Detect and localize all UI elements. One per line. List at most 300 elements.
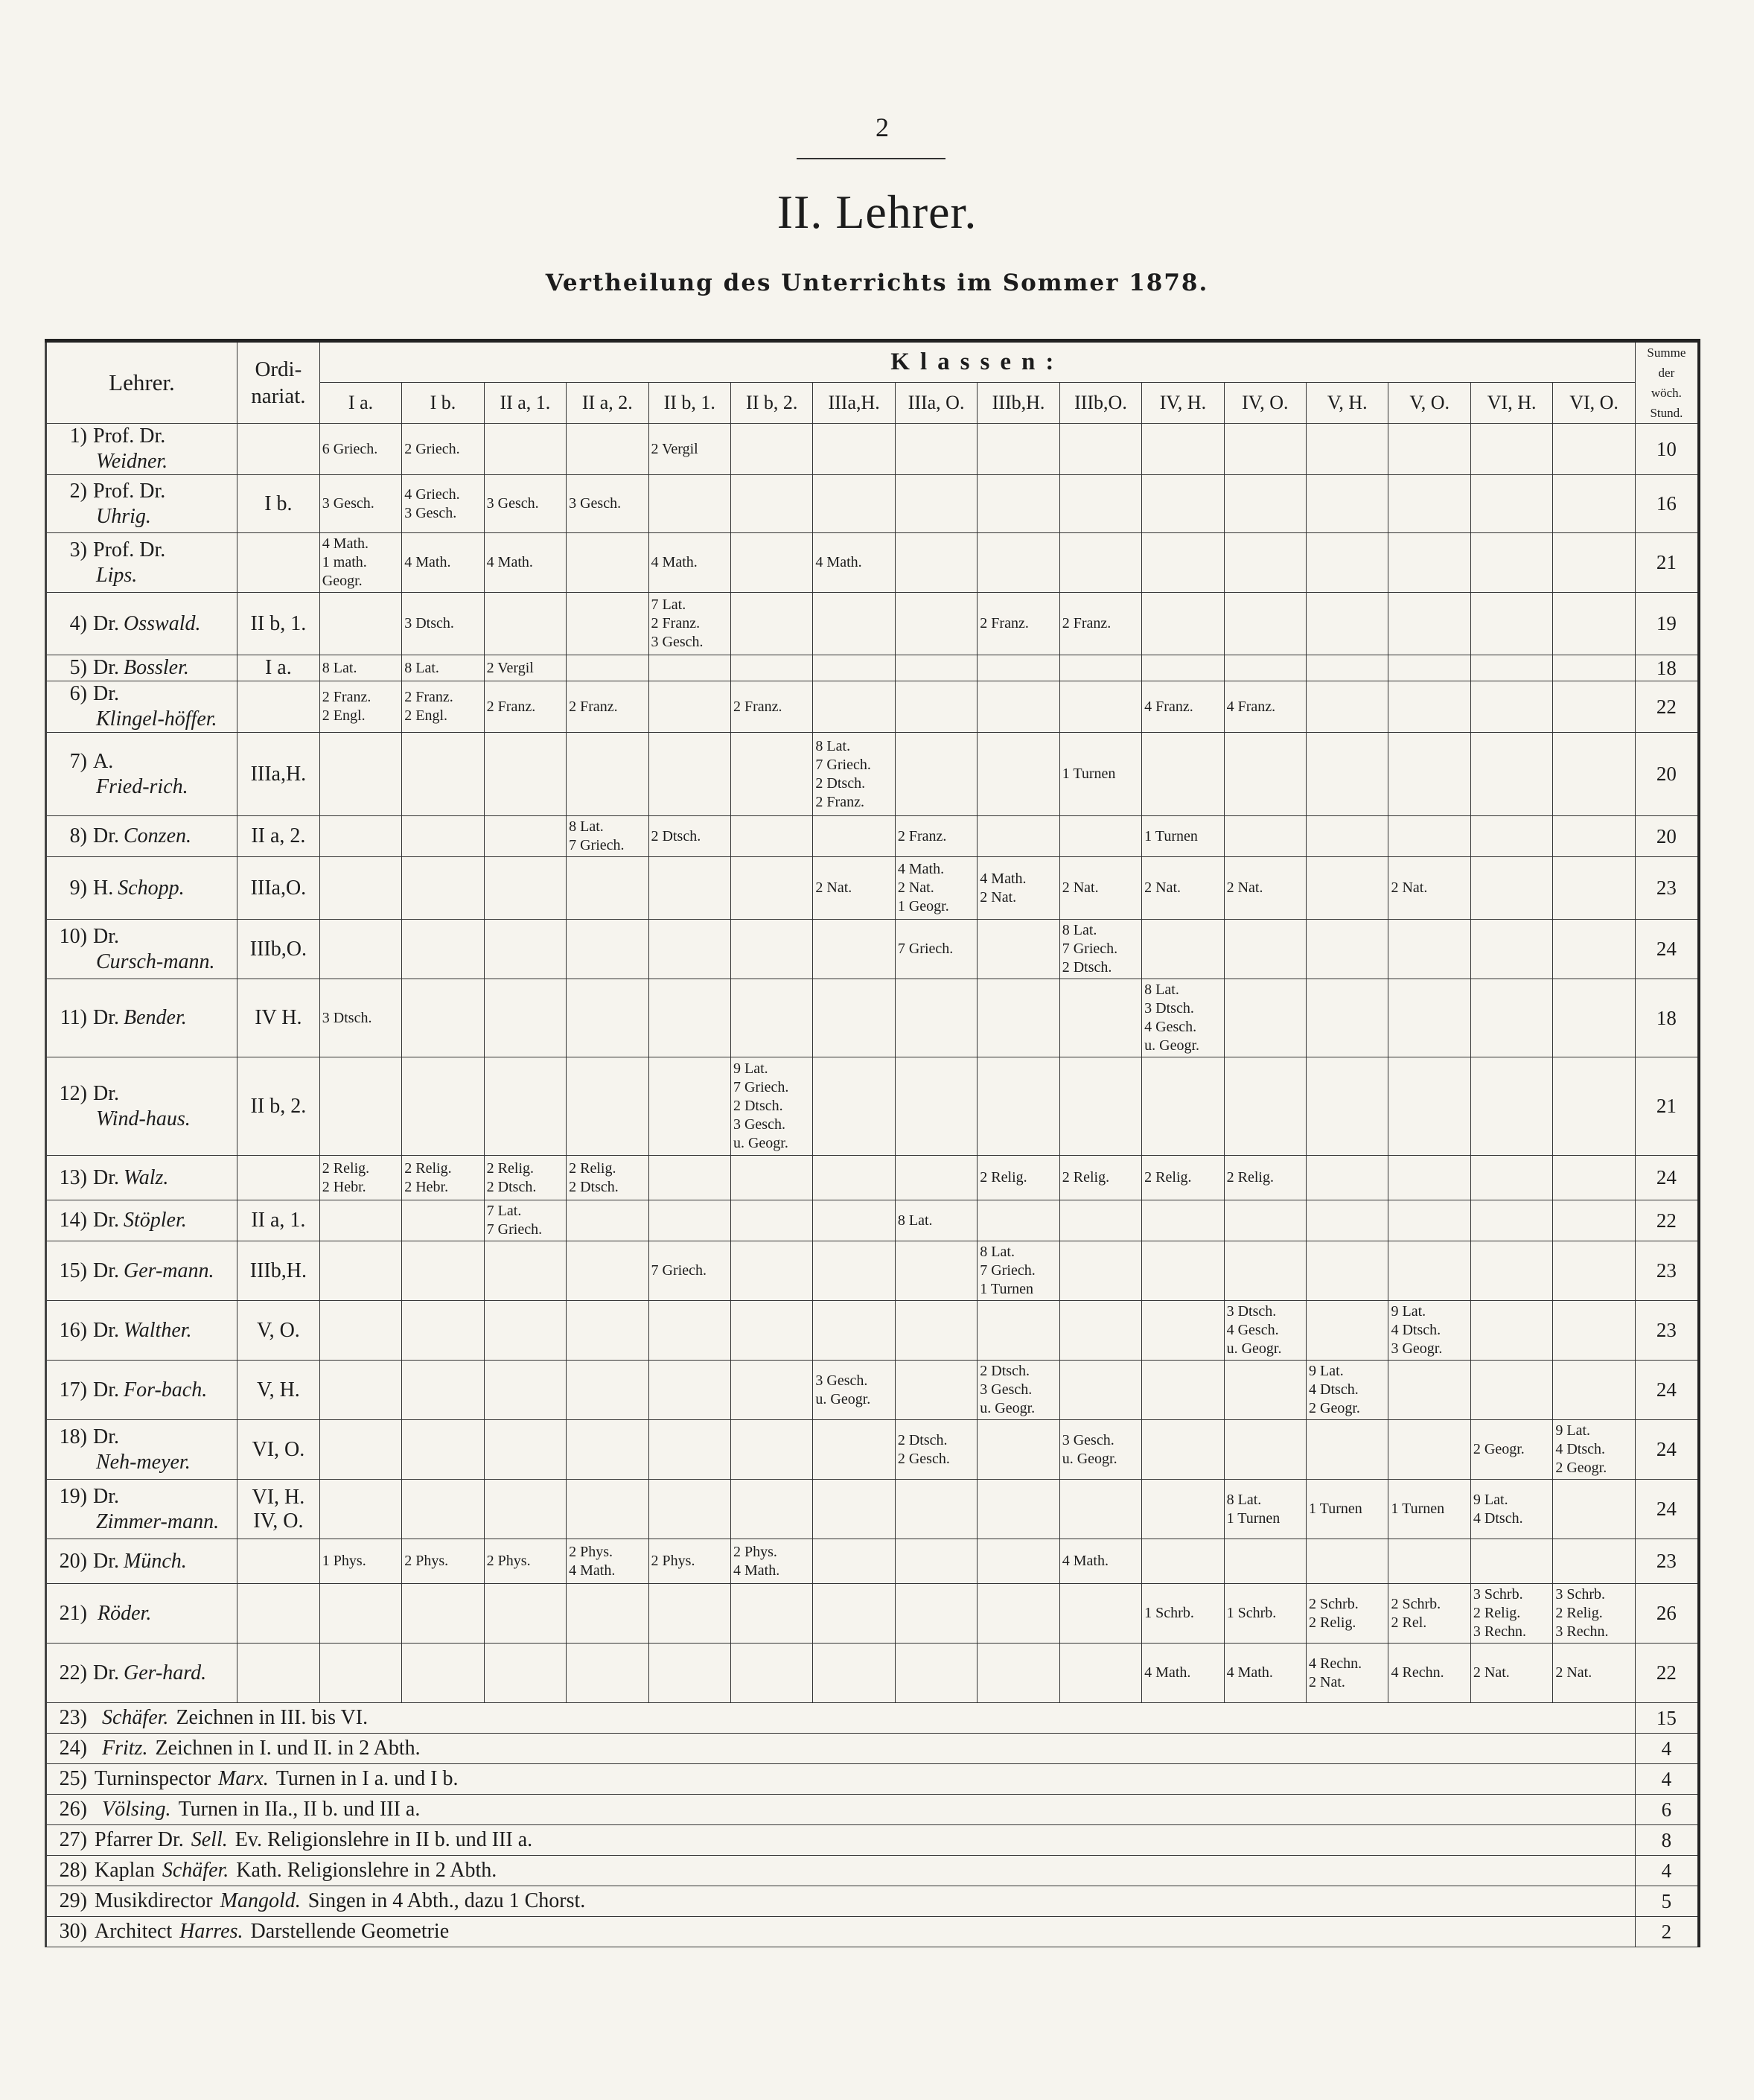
lesson-cell (978, 1200, 1059, 1241)
lesson-cell: 2 Phys. 4 Math. (567, 1539, 648, 1584)
lesson-cell (1388, 1057, 1470, 1156)
lesson-cell (730, 1584, 812, 1644)
lesson-cell (1553, 593, 1635, 655)
row-number: 17) (59, 1378, 87, 1401)
lesson-cell (1470, 681, 1552, 733)
lesson-cell (978, 1644, 1059, 1703)
weekly-hours-sum: 19 (1635, 593, 1699, 655)
lesson-cell (1142, 1241, 1224, 1301)
weekly-hours-sum: 21 (1635, 1057, 1699, 1156)
teacher-name: Bossler. (124, 656, 189, 679)
lesson-cell (648, 681, 730, 733)
lesson-cell: 4 Math. (813, 533, 895, 593)
row-number: 30) (59, 1920, 87, 1943)
lesson-cell: 3 Schrb. 2 Relig. 3 Rechn. (1553, 1584, 1635, 1644)
lesson-cell (648, 1584, 730, 1644)
teacher-title: Dr. (93, 1165, 119, 1189)
lesson-cell (1388, 1361, 1470, 1420)
lesson-cell: 3 Gesch. (567, 475, 648, 533)
lesson-cell (484, 1480, 566, 1539)
lesson-cell: 2 Schrb. 2 Rel. (1388, 1584, 1470, 1644)
lesson-cell (484, 733, 566, 816)
lesson-cell (567, 1200, 648, 1241)
header-class: IV, H. (1142, 382, 1224, 424)
lesson-cell (484, 1361, 566, 1420)
lesson-cell (813, 816, 895, 857)
ordinariat-cell: IIIb,H. (237, 1241, 319, 1301)
lesson-cell: 7 Griech. (895, 920, 977, 979)
table-row (46, 1480, 1700, 1539)
summary-cell (46, 1886, 1636, 1917)
lesson-cell (319, 1301, 401, 1361)
table-row-summary (46, 1734, 1700, 1764)
teacher-cell (46, 1301, 237, 1361)
row-number: 1) (69, 424, 87, 448)
summary-cell (46, 1917, 1636, 1947)
ordinariat-cell: I a. (237, 655, 319, 681)
lesson-cell (648, 1420, 730, 1480)
teacher-title: Turninspector (95, 1767, 211, 1790)
teacher-title: Dr. (93, 1378, 119, 1401)
lesson-cell (1142, 1420, 1224, 1480)
lesson-cell: 2 Relig. 2 Dtsch. (484, 1156, 566, 1200)
lesson-cell: 2 Franz. (484, 681, 566, 733)
lesson-cell (978, 920, 1059, 979)
lesson-cell (895, 593, 977, 655)
lesson-cell (1059, 533, 1141, 593)
teacher-cell (46, 1480, 237, 1539)
table-row (46, 1420, 1700, 1480)
lesson-cell (730, 1644, 812, 1703)
lesson-cell (648, 1480, 730, 1539)
lesson-cell (1142, 920, 1224, 979)
lesson-cell (1307, 1539, 1388, 1584)
lesson-cell (813, 1057, 895, 1156)
lesson-cell (1553, 424, 1635, 475)
ordinariat-cell: IIIa,H. (237, 733, 319, 816)
lesson-cell (648, 920, 730, 979)
lesson-cell (567, 733, 648, 816)
lesson-cell (567, 1057, 648, 1156)
teacher-cell (46, 1241, 237, 1301)
row-number: 12) (59, 1081, 87, 1105)
lesson-cell (1470, 816, 1552, 857)
lesson-cell (1307, 475, 1388, 533)
ordinariat-cell: I b. (237, 475, 319, 533)
lesson-cell (484, 1057, 566, 1156)
teacher-cell (46, 1156, 237, 1200)
lesson-cell (1224, 1420, 1306, 1480)
lesson-cell (1224, 1057, 1306, 1156)
table-row (46, 681, 1700, 733)
teacher-name: Osswald. (124, 611, 201, 635)
lesson-cell (567, 857, 648, 920)
lesson-cell (402, 1057, 484, 1156)
weekly-hours-sum: 24 (1635, 920, 1699, 979)
lesson-cell (1059, 424, 1141, 475)
teacher-name: Zimmer-mann. (96, 1509, 220, 1533)
lesson-cell (895, 1539, 977, 1584)
page-subtitle: Vertheilung des Unterrichts im Sommer 1878. (545, 270, 1209, 296)
lesson-cell (730, 1420, 812, 1480)
lesson-cell (1307, 920, 1388, 979)
teacher-name: For-bach. (124, 1378, 208, 1401)
lesson-cell (1307, 1301, 1388, 1361)
lesson-cell (978, 816, 1059, 857)
header-class: II b, 2. (730, 382, 812, 424)
header-class: I a. (319, 382, 401, 424)
teaching-assignment: Zeichnen in III. bis VI. (176, 1706, 369, 1729)
lesson-cell (1470, 920, 1552, 979)
lesson-cell: 2 Dtsch. (648, 816, 730, 857)
teacher-title: Dr. (93, 1661, 119, 1684)
teacher-cell (46, 424, 237, 475)
lesson-cell: 2 Nat. (1388, 857, 1470, 920)
lesson-cell (813, 1420, 895, 1480)
header-class: I b. (402, 382, 484, 424)
teacher-name: Röder. (98, 1601, 152, 1625)
lesson-cell (1307, 979, 1388, 1057)
lesson-cell: 2 Dtsch. 3 Gesch. u. Geogr. (978, 1361, 1059, 1420)
table-row-summary (46, 1825, 1700, 1856)
table-row (46, 920, 1700, 979)
teacher-name: Neh-meyer. (96, 1450, 191, 1474)
lesson-cell (1224, 1200, 1306, 1241)
lesson-cell (1388, 533, 1470, 593)
lesson-cell (1470, 857, 1552, 920)
table-row (46, 1156, 1700, 1200)
row-number: 27) (59, 1828, 87, 1851)
table-row (46, 655, 1700, 681)
lesson-cell (813, 1480, 895, 1539)
lesson-cell (1388, 1420, 1470, 1480)
lesson-cell (484, 593, 566, 655)
teacher-name: Walz. (124, 1165, 169, 1189)
lesson-cell (730, 920, 812, 979)
teacher-name: Harres. (179, 1920, 243, 1943)
teacher-name: Uhrig. (96, 504, 151, 528)
lesson-cell: 6 Griech. (319, 424, 401, 475)
lesson-cell (648, 475, 730, 533)
lesson-cell: 2 Relig. (1142, 1156, 1224, 1200)
lesson-cell (730, 979, 812, 1057)
header-class: IIIb,H. (978, 382, 1059, 424)
row-number: 4) (69, 611, 87, 635)
lesson-cell: 8 Lat. 3 Dtsch. 4 Gesch. u. Geogr. (1142, 979, 1224, 1057)
lesson-cell: 3 Dtsch. (402, 593, 484, 655)
lesson-cell (1307, 1156, 1388, 1200)
lesson-cell (319, 1644, 401, 1703)
ordinariat-cell (237, 424, 319, 475)
lesson-cell (1142, 1361, 1224, 1420)
lesson-cell (402, 1480, 484, 1539)
lesson-cell: 8 Lat. (895, 1200, 977, 1241)
lesson-cell (319, 1200, 401, 1241)
lesson-cell: 2 Phys. (648, 1539, 730, 1584)
lesson-cell: 3 Gesch. (319, 475, 401, 533)
lesson-cell: 2 Franz. 2 Engl. (402, 681, 484, 733)
lesson-cell: 3 Dtsch. 4 Gesch. u. Geogr. (1224, 1301, 1306, 1361)
page-number: 2 (876, 112, 889, 142)
lesson-cell (1142, 1539, 1224, 1584)
lesson-cell: 2 Phys. 4 Math. (730, 1539, 812, 1584)
table-row (46, 1200, 1700, 1241)
weekly-hours-sum: 23 (1635, 1539, 1699, 1584)
lesson-cell (402, 1420, 484, 1480)
row-number: 29) (59, 1889, 87, 1912)
table-row (46, 533, 1700, 593)
lesson-cell (484, 1420, 566, 1480)
lesson-cell (1553, 1057, 1635, 1156)
lesson-cell (1224, 424, 1306, 475)
lesson-cell (648, 1200, 730, 1241)
lesson-cell: 4 Math. (402, 533, 484, 593)
teacher-name: Cursch-mann. (96, 949, 215, 973)
lesson-cell (1307, 733, 1388, 816)
lesson-cell (1388, 655, 1470, 681)
lesson-cell (1307, 593, 1388, 655)
lesson-cell (484, 920, 566, 979)
weekly-hours-sum: 18 (1635, 655, 1699, 681)
lesson-cell (1553, 1301, 1635, 1361)
row-number: 5) (69, 656, 87, 679)
header-lehrer: Lehrer. (46, 341, 237, 424)
lesson-cell: 1 Turnen (1307, 1480, 1388, 1539)
table-row (46, 979, 1700, 1057)
lesson-cell (1553, 1539, 1635, 1584)
lesson-cell: 2 Franz. (895, 816, 977, 857)
weekly-hours-sum: 4 (1635, 1734, 1699, 1764)
lesson-cell (730, 593, 812, 655)
row-number: 20) (59, 1549, 87, 1573)
table-row-summary (46, 1703, 1700, 1734)
lesson-cell (1307, 681, 1388, 733)
lesson-cell (1553, 1156, 1635, 1200)
header-ordinariat: Ordi- nariat. (237, 341, 319, 424)
lesson-cell: 9 Lat. 4 Dtsch. 2 Geogr. (1307, 1361, 1388, 1420)
lesson-cell (567, 979, 648, 1057)
row-number: 7) (69, 749, 87, 773)
lesson-cell (402, 1644, 484, 1703)
teacher-title: Pfarrer Dr. (95, 1828, 184, 1851)
lesson-cell: 9 Lat. 7 Griech. 2 Dtsch. 3 Gesch. u. Geogr. (730, 1057, 812, 1156)
lesson-cell (1553, 655, 1635, 681)
teaching-assignment: Turnen in IIa., II b. und III a. (178, 1798, 421, 1821)
lesson-cell: 2 Franz. (1059, 593, 1141, 655)
row-number: 22) (59, 1661, 87, 1684)
lesson-cell: 2 Relig. (1224, 1156, 1306, 1200)
teacher-title: Dr. (93, 1081, 119, 1105)
lesson-cell (813, 1584, 895, 1644)
row-number: 28) (59, 1859, 87, 1882)
lesson-cell (813, 424, 895, 475)
lesson-cell: 2 Phys. (484, 1539, 566, 1584)
teacher-name: Schopp. (118, 876, 185, 900)
teacher-title: Prof. Dr. (93, 424, 166, 448)
lesson-cell (1142, 1057, 1224, 1156)
lesson-cell: 4 Math. 2 Nat. (978, 857, 1059, 920)
lesson-cell: 2 Nat. (1553, 1644, 1635, 1703)
lesson-cell (895, 681, 977, 733)
teaching-assignment: Singen in 4 Abth., dazu 1 Chorst. (307, 1889, 586, 1912)
lesson-cell: 2 Nat. (1059, 857, 1141, 920)
lesson-cell (319, 1584, 401, 1644)
header-class: V, O. (1388, 382, 1470, 424)
lesson-cell (1059, 1200, 1141, 1241)
lesson-cell (895, 1156, 977, 1200)
lesson-cell: 9 Lat. 4 Dtsch. 3 Geogr. (1388, 1301, 1470, 1361)
lesson-cell (402, 857, 484, 920)
weekly-hours-sum: 2 (1635, 1917, 1699, 1947)
row-number: 14) (59, 1209, 87, 1232)
teaching-assignment: Darstellende Geometrie (250, 1920, 450, 1943)
teacher-cell (46, 857, 237, 920)
ordinariat-cell: IIIa,O. (237, 857, 319, 920)
teacher-title: Dr. (93, 1006, 119, 1029)
teacher-cell (46, 655, 237, 681)
teacher-name: Conzen. (124, 824, 191, 847)
lesson-cell: 8 Lat. (319, 655, 401, 681)
row-number: 23) (59, 1706, 87, 1729)
lesson-cell (1059, 1057, 1141, 1156)
lesson-cell (319, 1057, 401, 1156)
lesson-cell (1059, 1241, 1141, 1301)
teacher-title: Dr. (93, 1318, 119, 1342)
lesson-cell (402, 920, 484, 979)
teacher-name: Völsing. (102, 1798, 171, 1821)
lesson-cell: 4 Math. 1 math. Geogr. (319, 533, 401, 593)
table-row (46, 1644, 1700, 1703)
row-number: 25) (59, 1767, 87, 1790)
lesson-cell (978, 1480, 1059, 1539)
lesson-cell (1470, 533, 1552, 593)
teacher-title: A. (93, 749, 114, 773)
lesson-cell (567, 1644, 648, 1703)
lesson-cell (1307, 857, 1388, 920)
lesson-cell: 1 Turnen (1142, 816, 1224, 857)
teacher-cell (46, 1361, 237, 1420)
teacher-cell (46, 1539, 237, 1584)
lesson-cell: 3 Gesch. u. Geogr. (1059, 1420, 1141, 1480)
teacher-name: Schäfer. (162, 1859, 229, 1882)
teacher-cell (46, 593, 237, 655)
lesson-cell (567, 593, 648, 655)
lesson-cell (1059, 681, 1141, 733)
lesson-cell (1470, 1241, 1552, 1301)
lesson-cell (1307, 655, 1388, 681)
weekly-hours-sum: 24 (1635, 1420, 1699, 1480)
weekly-hours-sum: 26 (1635, 1584, 1699, 1644)
ordinariat-cell: V, O. (237, 1301, 319, 1361)
teacher-name: Sell. (191, 1828, 228, 1851)
table-row (46, 424, 1700, 475)
ordinariat-cell: II a, 2. (237, 816, 319, 857)
ordinariat-cell (237, 1584, 319, 1644)
lesson-cell: 3 Schrb. 2 Relig. 3 Rechn. (1470, 1584, 1552, 1644)
lesson-cell: 7 Griech. (648, 1241, 730, 1301)
lesson-cell (567, 1584, 648, 1644)
lesson-cell (978, 979, 1059, 1057)
lesson-cell (813, 475, 895, 533)
teacher-name: Lips. (96, 563, 138, 587)
lesson-cell (978, 1057, 1059, 1156)
lesson-cell: 8 Lat. 7 Griech. 2 Dtsch. 2 Franz. (813, 733, 895, 816)
lesson-cell: 2 Relig. (1059, 1156, 1141, 1200)
row-number: 26) (59, 1798, 87, 1821)
weekly-hours-sum: 22 (1635, 1200, 1699, 1241)
teacher-cell (46, 1584, 237, 1644)
weekly-hours-sum: 24 (1635, 1156, 1699, 1200)
lesson-cell (567, 655, 648, 681)
lesson-cell (484, 857, 566, 920)
table-row (46, 593, 1700, 655)
lesson-cell (319, 857, 401, 920)
lesson-cell (1142, 733, 1224, 816)
lesson-cell: 4 Rechn. 2 Nat. (1307, 1644, 1388, 1703)
lesson-cell (1059, 979, 1141, 1057)
header-class: II b, 1. (648, 382, 730, 424)
teacher-title: Prof. Dr. (93, 479, 166, 503)
teacher-name: Ger-mann. (124, 1259, 214, 1282)
lesson-cell (1388, 1241, 1470, 1301)
lesson-cell (1388, 424, 1470, 475)
lesson-cell (978, 1584, 1059, 1644)
teacher-cell (46, 733, 237, 816)
lesson-cell (978, 655, 1059, 681)
lesson-cell (1224, 1241, 1306, 1301)
table-row (46, 1584, 1700, 1644)
row-number: 2) (69, 479, 87, 503)
lesson-cell (648, 1156, 730, 1200)
lesson-cell (1142, 593, 1224, 655)
teacher-name: Schäfer. (102, 1706, 169, 1729)
lesson-cell (567, 1241, 648, 1301)
weekly-hours-sum: 23 (1635, 1301, 1699, 1361)
row-number: 10) (59, 924, 87, 948)
lesson-cell: 3 Gesch. u. Geogr. (813, 1361, 895, 1420)
lesson-cell (1470, 733, 1552, 816)
lesson-cell (895, 1241, 977, 1301)
ordinariat-cell (237, 681, 319, 733)
lesson-cell (1470, 475, 1552, 533)
weekly-hours-sum: 18 (1635, 979, 1699, 1057)
lesson-cell (730, 1241, 812, 1301)
lesson-cell (978, 424, 1059, 475)
row-number: 21) (59, 1601, 87, 1625)
lesson-cell (1470, 979, 1552, 1057)
teacher-cell (46, 1420, 237, 1480)
lesson-cell: 4 Griech. 3 Gesch. (402, 475, 484, 533)
table-row (46, 1539, 1700, 1584)
lesson-cell (730, 655, 812, 681)
lesson-cell (402, 1241, 484, 1301)
lesson-cell (1307, 533, 1388, 593)
ordinariat-cell: IIIb,O. (237, 920, 319, 979)
table-row-summary (46, 1886, 1700, 1917)
lesson-cell (1470, 1057, 1552, 1156)
lesson-cell (1224, 920, 1306, 979)
teacher-name: Mangold. (220, 1889, 301, 1912)
lesson-cell: 3 Dtsch. (319, 979, 401, 1057)
lesson-cell (1553, 920, 1635, 979)
lesson-cell: 7 Lat. 7 Griech. (484, 1200, 566, 1241)
lesson-cell (1553, 1241, 1635, 1301)
table-row (46, 733, 1700, 816)
weekly-hours-sum: 24 (1635, 1480, 1699, 1539)
weekly-hours-sum: 23 (1635, 857, 1699, 920)
lesson-cell (319, 920, 401, 979)
header-klassen: Klassen: (319, 341, 1635, 383)
